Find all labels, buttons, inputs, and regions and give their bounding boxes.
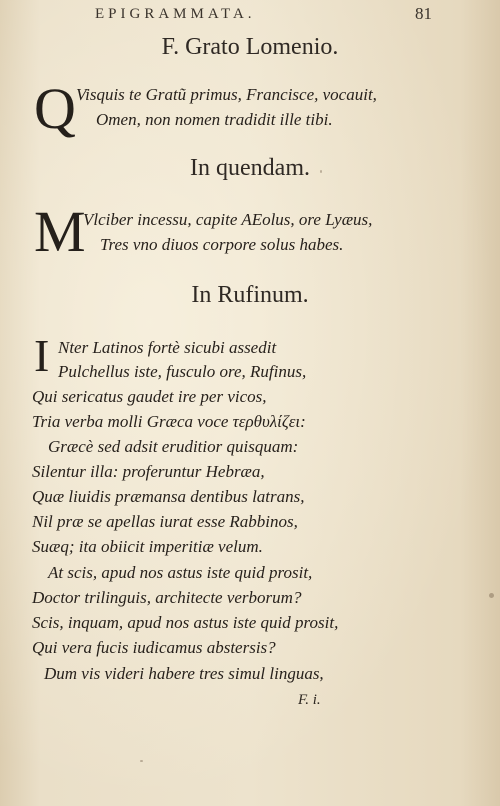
poem-line: Nter Latinos fortè sicubi assedit — [58, 338, 277, 357]
poem-line: Doctor trilinguis, architecte verborum? — [32, 588, 302, 607]
poem-line: Qui vera fucis iudicamus abstersis? — [32, 638, 276, 657]
poem-line: Tres vno diuos corpore solus habes. — [100, 235, 344, 254]
paper-speck — [140, 760, 143, 762]
poem-line: Quæ liuidis præmansa dentibus latrans, — [32, 487, 305, 506]
paper-speck — [320, 170, 322, 173]
paper-speck — [489, 593, 494, 598]
drop-cap-i: I — [34, 330, 50, 381]
page-number: 81 — [415, 4, 432, 23]
poem-line: Tria verba molli Græca voce τερθυλίζει: — [32, 412, 306, 431]
poem-line: Scis, inquam, apud nos astus iste quid prosit, — [32, 613, 339, 632]
signature-mark: F. i. — [298, 692, 321, 708]
drop-cap-m: M — [34, 199, 86, 264]
running-header: EPIGRAMMATA. — [95, 6, 256, 22]
poem-line: Pulchellus iste, fusculo ore, Rufinus, — [58, 362, 307, 381]
poem-line: At scis, apud nos astus iste quid prosit, — [48, 563, 313, 582]
poem-line: Græcè sed adsit eruditior quisquam: — [48, 437, 299, 456]
poem-line: Dum vis videri habere tres simul linguas, — [44, 664, 324, 683]
poem-line: Vlciber incessu, capite AEolus, ore Lyæus, — [83, 210, 373, 229]
poem-title-grato-lomenio: F. Grato Lomenio. — [161, 34, 339, 60]
drop-cap-q: Q — [34, 76, 76, 141]
poem-line: Omen, non nomen tradidit ille tibi. — [96, 110, 333, 129]
poem-line: Qui sericatus gaudet ire per vicos, — [32, 387, 267, 406]
poem-line: Silentur illa: proferuntur Hebræa, — [32, 462, 265, 481]
poem-title-in-rufinum: In Rufinum. — [191, 282, 309, 308]
poem-line: Visquis te Gratũ primus, Francisce, vocauit, — [76, 85, 377, 104]
poem-line: Suæq; ita obiicit imperitiæ velum. — [32, 537, 263, 556]
poem-title-in-quendam: In quendam. — [190, 155, 310, 181]
poem-line: Nil præ se apellas iurat esse Rabbinos, — [32, 512, 298, 531]
